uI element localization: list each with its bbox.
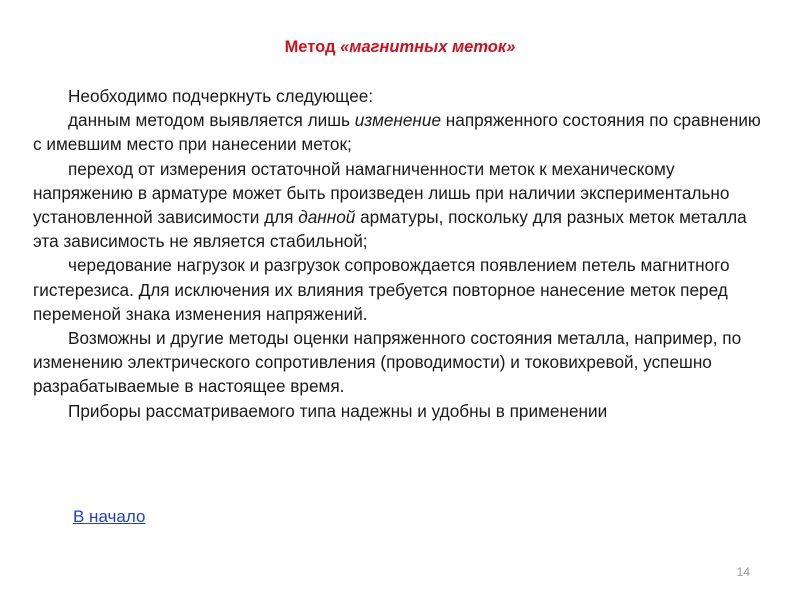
paragraph-text: данным методом выявляется лишь <box>68 110 355 131</box>
paragraph-devices: Приборы рассматриваемого типа надежны и удобны в применении <box>68 400 608 421</box>
paragraph-text: арматуры, поскольку для разных меток металла эта зависимость не является стабильной; <box>33 207 747 252</box>
home-link[interactable]: В начало <box>73 507 146 526</box>
title-italic: «магнитных меток» <box>340 38 516 56</box>
slide-title <box>0 37 800 57</box>
body-text <box>33 84 773 423</box>
page-number: 14 <box>736 565 750 579</box>
paragraph-other-methods: Возможны и другие методы оценки напряженного состояния металла, например, по изменению электрического сопротивления (проводимости) и токовихревой, успешно разрабатываемые в настоящее время. <box>33 328 742 397</box>
emphasis-text: изменение <box>354 110 442 131</box>
paragraph-text: переход от измерения остаточной намагниченности меток к механическому напряжению в арматуре может быть произведен лишь при наличии экспериментально установленной зависимости для <box>33 158 730 228</box>
paragraph-change <box>33 108 773 156</box>
title-prefix: Метод <box>284 38 341 56</box>
paragraph-hysteresis: чередование нагрузок и разгрузок сопровождается появлением петель магнитного гистерезиса. Для исключения их влияния требуется повторное нанесение меток перед переменой знака изменения напряжений. <box>33 255 730 324</box>
paragraph-intro: Необходимо подчеркнуть следующее: <box>68 86 374 106</box>
emphasis-text: данной <box>298 207 356 228</box>
paragraph-text: напряженного состояния по сравнению с имевшим место при нанесении меток; <box>33 110 761 155</box>
paragraph-transition <box>33 157 773 254</box>
